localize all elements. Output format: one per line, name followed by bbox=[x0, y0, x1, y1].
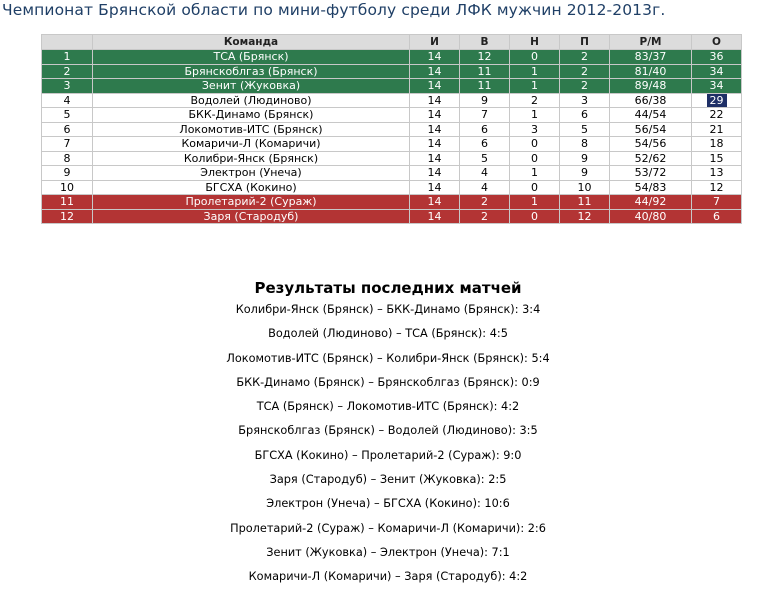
wins-cell: 11 bbox=[460, 64, 510, 79]
games-cell: 14 bbox=[410, 195, 460, 210]
standings-table bbox=[41, 34, 742, 224]
games-cell: 14 bbox=[410, 122, 460, 137]
goals-cell: 89/48 bbox=[610, 79, 692, 94]
page-title: Чемпионат Брянской области по мини-футболу среди ЛФК мужчин 2012-2013г. bbox=[2, 1, 666, 19]
header-losses: П bbox=[560, 35, 610, 50]
position-cell: 1 bbox=[42, 50, 93, 65]
points-cell: 7 bbox=[692, 195, 742, 210]
wins-cell: 6 bbox=[460, 137, 510, 152]
losses-cell: 10 bbox=[560, 180, 610, 195]
wins-cell: 4 bbox=[460, 180, 510, 195]
draws-cell: 3 bbox=[510, 122, 560, 137]
position-cell: 11 bbox=[42, 195, 93, 210]
header-team: Команда bbox=[93, 35, 410, 50]
games-cell: 14 bbox=[410, 50, 460, 65]
losses-cell: 6 bbox=[560, 108, 610, 123]
goals-cell: 54/83 bbox=[610, 180, 692, 195]
match-result: БГСХА (Кокино) – Пролетарий-2 (Сураж): 9:0 bbox=[254, 448, 522, 462]
matches-list bbox=[0, 298, 776, 590]
goals-cell: 56/54 bbox=[610, 122, 692, 137]
games-cell: 14 bbox=[410, 180, 460, 195]
table-row bbox=[42, 93, 742, 108]
position-cell: 2 bbox=[42, 64, 93, 79]
draws-cell: 2 bbox=[510, 93, 560, 108]
match-result: Заря (Стародуб) – Зенит (Жуковка): 2:5 bbox=[269, 473, 507, 487]
losses-cell: 12 bbox=[560, 209, 610, 224]
match-result: Локомотив-ИТС (Брянск) – Колибри-Янск (Брянск): 5:4 bbox=[226, 351, 550, 365]
match-result: Водолей (Людиново) – ТСА (Брянск): 4:5 bbox=[268, 327, 508, 341]
goals-cell: 53/72 bbox=[610, 166, 692, 181]
points-cell: 12 bbox=[692, 180, 742, 195]
match-result: Брянскоблгаз (Брянск) – Водолей (Людиново): 3:5 bbox=[238, 424, 538, 438]
match-result: Электрон (Унеча) – БГСХА (Кокино): 10:6 bbox=[266, 497, 510, 511]
team-cell: Локомотив-ИТС (Брянск) bbox=[93, 122, 410, 137]
points-cell: 15 bbox=[692, 151, 742, 166]
points-cell: 34 bbox=[692, 79, 742, 94]
goals-cell: 54/56 bbox=[610, 137, 692, 152]
goals-cell: 81/40 bbox=[610, 64, 692, 79]
games-cell: 14 bbox=[410, 166, 460, 181]
recent-results bbox=[0, 278, 776, 590]
match-result: Пролетарий-2 (Сураж) – Комаричи-Л (Комаричи): 2:6 bbox=[230, 521, 546, 535]
draws-cell: 1 bbox=[510, 79, 560, 94]
team-cell: Колибри-Янск (Брянск) bbox=[93, 151, 410, 166]
draws-cell: 0 bbox=[510, 50, 560, 65]
points-cell bbox=[692, 93, 742, 108]
team-cell: Зенит (Жуковка) bbox=[93, 79, 410, 94]
draws-cell: 1 bbox=[510, 166, 560, 181]
match-result: Зенит (Жуковка) – Электрон (Унеча): 7:1 bbox=[266, 545, 510, 559]
table-row bbox=[42, 137, 742, 152]
header-draws: Н bbox=[510, 35, 560, 50]
wins-cell: 2 bbox=[460, 209, 510, 224]
games-cell: 14 bbox=[410, 93, 460, 108]
goals-cell: 44/92 bbox=[610, 195, 692, 210]
games-cell: 14 bbox=[410, 151, 460, 166]
table-row bbox=[42, 122, 742, 137]
team-cell: БКК-Динамо (Брянск) bbox=[93, 108, 410, 123]
results-title: Результаты последних матчей bbox=[254, 279, 522, 297]
draws-cell: 1 bbox=[510, 108, 560, 123]
goals-cell: 52/62 bbox=[610, 151, 692, 166]
team-cell: Водолей (Людиново) bbox=[93, 93, 410, 108]
points-cell: 18 bbox=[692, 137, 742, 152]
draws-cell: 1 bbox=[510, 195, 560, 210]
team-cell: Пролетарий-2 (Сураж) bbox=[93, 195, 410, 210]
wins-cell: 4 bbox=[460, 166, 510, 181]
goals-cell: 66/38 bbox=[610, 93, 692, 108]
wins-cell: 7 bbox=[460, 108, 510, 123]
draws-cell: 1 bbox=[510, 64, 560, 79]
wins-cell: 12 bbox=[460, 50, 510, 65]
games-cell: 14 bbox=[410, 79, 460, 94]
games-cell: 14 bbox=[410, 108, 460, 123]
losses-cell: 3 bbox=[560, 93, 610, 108]
header-points: О bbox=[692, 35, 742, 50]
goals-cell: 44/54 bbox=[610, 108, 692, 123]
losses-cell: 11 bbox=[560, 195, 610, 210]
table-row bbox=[42, 50, 742, 65]
position-cell: 10 bbox=[42, 180, 93, 195]
match-result: БКК-Динамо (Брянск) – Брянскоблгаз (Брянск): 0:9 bbox=[236, 375, 540, 389]
games-cell: 14 bbox=[410, 64, 460, 79]
losses-cell: 2 bbox=[560, 50, 610, 65]
wins-cell: 11 bbox=[460, 79, 510, 94]
draws-cell: 0 bbox=[510, 137, 560, 152]
match-result: ТСА (Брянск) – Локомотив-ИТС (Брянск): 4:2 bbox=[256, 400, 520, 414]
header-games: И bbox=[410, 35, 460, 50]
points-cell: 22 bbox=[692, 108, 742, 123]
team-cell: Электрон (Унеча) bbox=[93, 166, 410, 181]
losses-cell: 2 bbox=[560, 64, 610, 79]
wins-cell: 5 bbox=[460, 151, 510, 166]
position-cell: 3 bbox=[42, 79, 93, 94]
points-cell: 13 bbox=[692, 166, 742, 181]
losses-cell: 9 bbox=[560, 166, 610, 181]
table-header-row bbox=[42, 35, 742, 50]
table-row bbox=[42, 151, 742, 166]
points-cell: 36 bbox=[692, 50, 742, 65]
losses-cell: 8 bbox=[560, 137, 610, 152]
table-row bbox=[42, 64, 742, 79]
header-goals: Р/М bbox=[610, 35, 692, 50]
wins-cell: 9 bbox=[460, 93, 510, 108]
losses-cell: 2 bbox=[560, 79, 610, 94]
goals-cell: 40/80 bbox=[610, 209, 692, 224]
table-row bbox=[42, 79, 742, 94]
table-row bbox=[42, 195, 742, 210]
games-cell: 14 bbox=[410, 209, 460, 224]
team-cell: Комаричи-Л (Комаричи) bbox=[93, 137, 410, 152]
position-cell: 4 bbox=[42, 93, 93, 108]
team-cell: БГСХА (Кокино) bbox=[93, 180, 410, 195]
losses-cell: 9 bbox=[560, 151, 610, 166]
match-result: Колибри-Янск (Брянск) – БКК-Динамо (Брянск): 3:4 bbox=[235, 303, 541, 316]
header-position bbox=[42, 35, 93, 50]
position-cell: 8 bbox=[42, 151, 93, 166]
losses-cell: 5 bbox=[560, 122, 610, 137]
table-row bbox=[42, 180, 742, 195]
points-cell: 6 bbox=[692, 209, 742, 224]
table-row bbox=[42, 209, 742, 224]
games-cell: 14 bbox=[410, 137, 460, 152]
position-cell: 7 bbox=[42, 137, 93, 152]
team-cell: Брянскоблгаз (Брянск) bbox=[93, 64, 410, 79]
draws-cell: 0 bbox=[510, 151, 560, 166]
position-cell: 9 bbox=[42, 166, 93, 181]
match-result: Комаричи-Л (Комаричи) – Заря (Стародуб): 4:2 bbox=[248, 570, 528, 584]
selected-points: 29 bbox=[707, 94, 727, 107]
points-cell: 34 bbox=[692, 64, 742, 79]
table-row bbox=[42, 166, 742, 181]
position-cell: 12 bbox=[42, 209, 93, 224]
header-wins: В bbox=[460, 35, 510, 50]
draws-cell: 0 bbox=[510, 209, 560, 224]
wins-cell: 2 bbox=[460, 195, 510, 210]
position-cell: 5 bbox=[42, 108, 93, 123]
table-row bbox=[42, 108, 742, 123]
team-cell: Заря (Стародуб) bbox=[93, 209, 410, 224]
wins-cell: 6 bbox=[460, 122, 510, 137]
position-cell: 6 bbox=[42, 122, 93, 137]
goals-cell: 83/37 bbox=[610, 50, 692, 65]
team-cell: ТСА (Брянск) bbox=[93, 50, 410, 65]
draws-cell: 0 bbox=[510, 180, 560, 195]
points-cell: 21 bbox=[692, 122, 742, 137]
